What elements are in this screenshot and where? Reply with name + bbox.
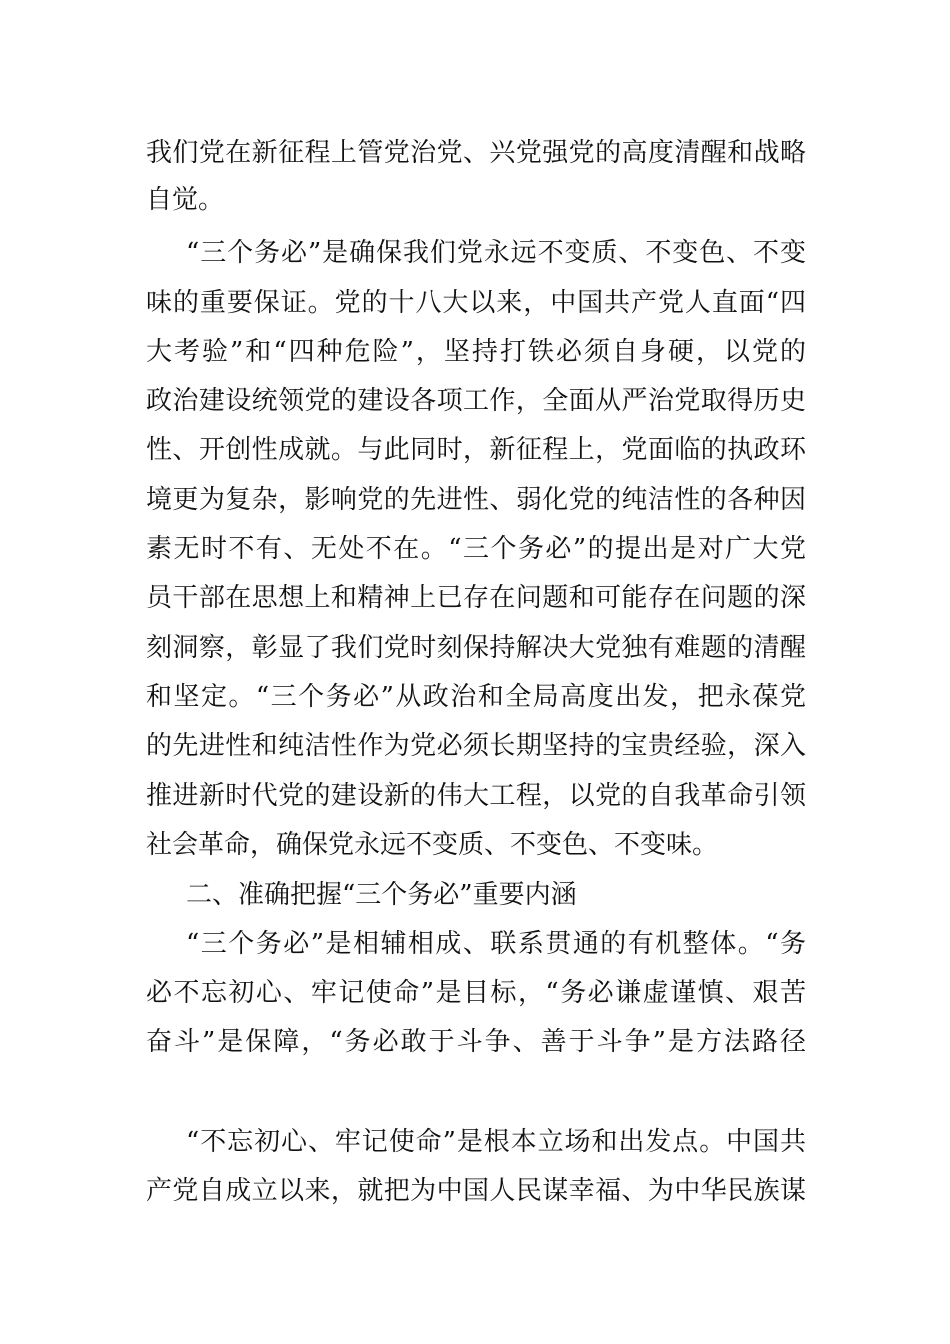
text-line-9: 素无时不有、无处不在。“三个务必”的提出是对广大党 bbox=[146, 534, 806, 564]
text-line-10: 员干部在思想上和精神上已存在问题和可能存在问题的深 bbox=[146, 583, 806, 613]
text-line-19: 奋斗”是保障，“务必敢于斗争、善于斗争”是方法路径 bbox=[146, 1027, 806, 1057]
text-line-8: 境更为复杂，影响党的先进性、弱化党的纯洁性的各种因 bbox=[146, 485, 806, 515]
text-line-13: 的先进性和纯洁性作为党必须长期坚持的宝贵经验，深入 bbox=[146, 731, 806, 761]
text-line-4: 味的重要保证。党的十八大以来，中国共产党人直面“四 bbox=[146, 288, 806, 318]
text-line-15: 社会革命，确保党永远不变质、不变色、不变味。 bbox=[146, 830, 719, 860]
text-line-21: 产党自成立以来，就把为中国人民谋幸福、为中华民族谋 bbox=[146, 1176, 806, 1206]
text-line-2: 自觉。 bbox=[146, 185, 225, 215]
text-line-5: 大考验”和“四种危险”，坚持打铁必须自身硬，以党的 bbox=[146, 337, 806, 367]
text-line-11: 刻洞察，彰显了我们党时刻保持解决大党独有难题的清醒 bbox=[146, 633, 806, 663]
section-heading: 二、准确把握“三个务必”重要内涵 bbox=[186, 880, 577, 910]
text-line-17: “三个务必”是相辅相成、联系贯通的有机整体。“务 bbox=[186, 929, 806, 959]
text-line-12: 和坚定。“三个务必”从政治和全局高度出发，把永葆党 bbox=[146, 682, 806, 712]
text-line-7: 性、开创性成就。与此同时，新征程上，党面临的执政环 bbox=[146, 435, 806, 465]
text-line-3: “三个务必”是确保我们党永远不变质、不变色、不变 bbox=[186, 238, 806, 268]
text-line-18: 必不忘初心、牢记使命”是目标，“务必谦虚谨慎、艰苦 bbox=[146, 978, 806, 1008]
text-line-20: “不忘初心、牢记使命”是根本立场和出发点。中国共 bbox=[186, 1127, 806, 1157]
text-line-1: 我们党在新征程上管党治党、兴党强党的高度清醒和战略 bbox=[146, 138, 806, 168]
text-line-14: 推进新时代党的建设新的伟大工程，以党的自我革命引领 bbox=[146, 781, 806, 811]
text-line-6: 政治建设统领党的建设各项工作，全面从严治党取得历史 bbox=[146, 386, 806, 416]
